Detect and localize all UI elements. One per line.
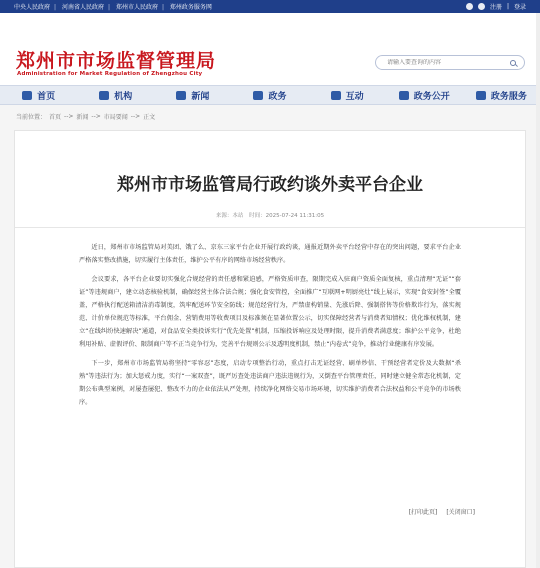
top-link-zhengzhou[interactable]: 郑州市人民政府 bbox=[115, 4, 158, 11]
article-paragraph: 会议要求，各平台企业要切实强化合规经营的责任感和紧迫感，严格资质审查，限期完成入驻商户资质全面复核，重点清理“无证”“套证”等违规商户，建立动态核验机制，确保经营主体合法合规；强化食安管控，全面推广“互联网+明厨亮灶”线上展示，实现“食安封签”全覆盖，严格执行配送箱清洁消毒制度，筑牢配送环节安全防线；规范经营行为，严禁虚构销量、先涨后降、强制搭售等价格欺诈行为，落实规范、计价单位规范等标准，平台佣金、营销费用等收费项目及标准须在显著位置公示，切实保障经营者与消费者知情权；优化维权机制，建立“在线纠纷快速解决”通道，对食品安全类投诉实行“优先处置”机制，压缩投诉响应及处理时限，提升消费者满意度；维护公平竞争，杜绝利用补贴、虚假评价、限制商户等不正当竞争行为，完善平台规则公示及透明度机制，禁止“内卷式”竞争，推动行业健康有序发展。 bbox=[79, 276, 461, 348]
article-source: 来源：本站 bbox=[215, 213, 244, 219]
search-box bbox=[375, 55, 525, 70]
article-panel bbox=[14, 130, 526, 568]
breadcrumb-sep: --> bbox=[91, 112, 101, 120]
nav-label: 政务服务 bbox=[490, 91, 527, 102]
article-body bbox=[15, 228, 525, 409]
site-logo-subtitle: Administration for Market Regulation of Zhengzhou City bbox=[17, 71, 203, 77]
breadcrumb-news[interactable]: 新闻 bbox=[76, 113, 89, 121]
article-paragraph: 近日，郑州市市场监管局对美团、饿了么、京东三家平台企业开展行政约谈，通报近期外卖平台经营中存在的突出问题，要求平台企业严格落实整改措施，切实履行主体责任，维护公平有序的网络市场经营秩序。 bbox=[79, 244, 461, 264]
breadcrumb-sep: --> bbox=[64, 112, 74, 120]
nav-label: 机构 bbox=[114, 91, 133, 102]
breadcrumb-prefix: 当前位置： bbox=[16, 113, 47, 121]
breadcrumb-city-news[interactable]: 市局要闻 bbox=[103, 113, 128, 121]
nav-label: 政务公开 bbox=[413, 91, 450, 102]
news-icon bbox=[176, 91, 186, 100]
close-window-link[interactable]: [关闭窗口] bbox=[446, 509, 475, 516]
open-icon bbox=[399, 91, 409, 100]
top-link-service[interactable]: 郑州政务服务网 bbox=[169, 4, 212, 11]
breadcrumb-sep: --> bbox=[130, 112, 141, 120]
article-time: 时间：2025-07-24 11:31:05 bbox=[249, 213, 325, 219]
site-logo-title[interactable]: 郑州市市场监督管理局 bbox=[16, 50, 217, 72]
main-nav bbox=[0, 85, 540, 105]
nav-open[interactable] bbox=[386, 86, 463, 104]
article-title: 郑州市市场监管局行政约谈外卖平台企业 bbox=[117, 175, 423, 195]
org-icon bbox=[99, 91, 109, 100]
nav-home[interactable] bbox=[0, 86, 77, 104]
interact-icon bbox=[331, 91, 341, 100]
accessibility-icon[interactable] bbox=[466, 3, 473, 10]
breadcrumb bbox=[0, 109, 540, 123]
nav-interact[interactable] bbox=[309, 86, 386, 104]
login-link[interactable]: 登录 bbox=[513, 4, 526, 11]
page-scrollbar[interactable] bbox=[536, 13, 540, 568]
home-icon bbox=[22, 91, 32, 100]
print-link[interactable]: [打印此页] bbox=[408, 509, 438, 516]
nav-news[interactable] bbox=[154, 86, 231, 104]
article-actions bbox=[402, 507, 475, 516]
nav-service[interactable] bbox=[463, 86, 540, 104]
nav-affairs[interactable] bbox=[231, 86, 308, 104]
breadcrumb-current: 正文 bbox=[143, 113, 156, 121]
elder-mode-icon[interactable] bbox=[478, 3, 485, 10]
article-meta bbox=[15, 211, 525, 219]
top-link-central[interactable]: 中央人民政府 bbox=[14, 4, 51, 11]
top-link-henan[interactable]: 河南省人民政府 bbox=[61, 4, 104, 11]
nav-label: 政务 bbox=[268, 91, 287, 102]
nav-label: 互动 bbox=[345, 91, 364, 102]
top-links: 中央人民政府 | 河南省人民政府 | 郑州市人民政府 | 郑州政务服务网 bbox=[14, 4, 212, 11]
service-icon bbox=[476, 91, 486, 100]
affairs-icon bbox=[253, 91, 263, 100]
top-bar: 中央人民政府 | 河南省人民政府 | 郑州市人民政府 | 郑州政务服务网 注册 | 登录 bbox=[0, 0, 540, 13]
nav-label: 新闻 bbox=[191, 91, 210, 102]
nav-label: 首页 bbox=[37, 91, 56, 102]
nav-org[interactable] bbox=[77, 86, 154, 104]
search-input[interactable] bbox=[387, 59, 507, 66]
site-header bbox=[0, 13, 540, 85]
register-link[interactable]: 注册 bbox=[489, 4, 502, 11]
article-paragraph: 下一步，郑州市市场监管局将坚持“零容忍”态度，启动专项整治行动，重点打击无证经营、刷单炒信、干预经营者定价及大数据“杀熟”等违法行为；加大惩戒力度，实行“一案双查”，既严厉查处违法商户违法违规行为，又倒查平台管理责任，同时建立健全常态化机制，定期公布典型案例，对屡查屡犯、整改不力的企业依法从严处理，持续净化网络交易市场环境，切实维护消费者合法权益和公平竞争的市场秩序。 bbox=[79, 360, 461, 406]
breadcrumb-home[interactable]: 首页 bbox=[49, 113, 62, 121]
search-icon[interactable] bbox=[510, 60, 516, 66]
